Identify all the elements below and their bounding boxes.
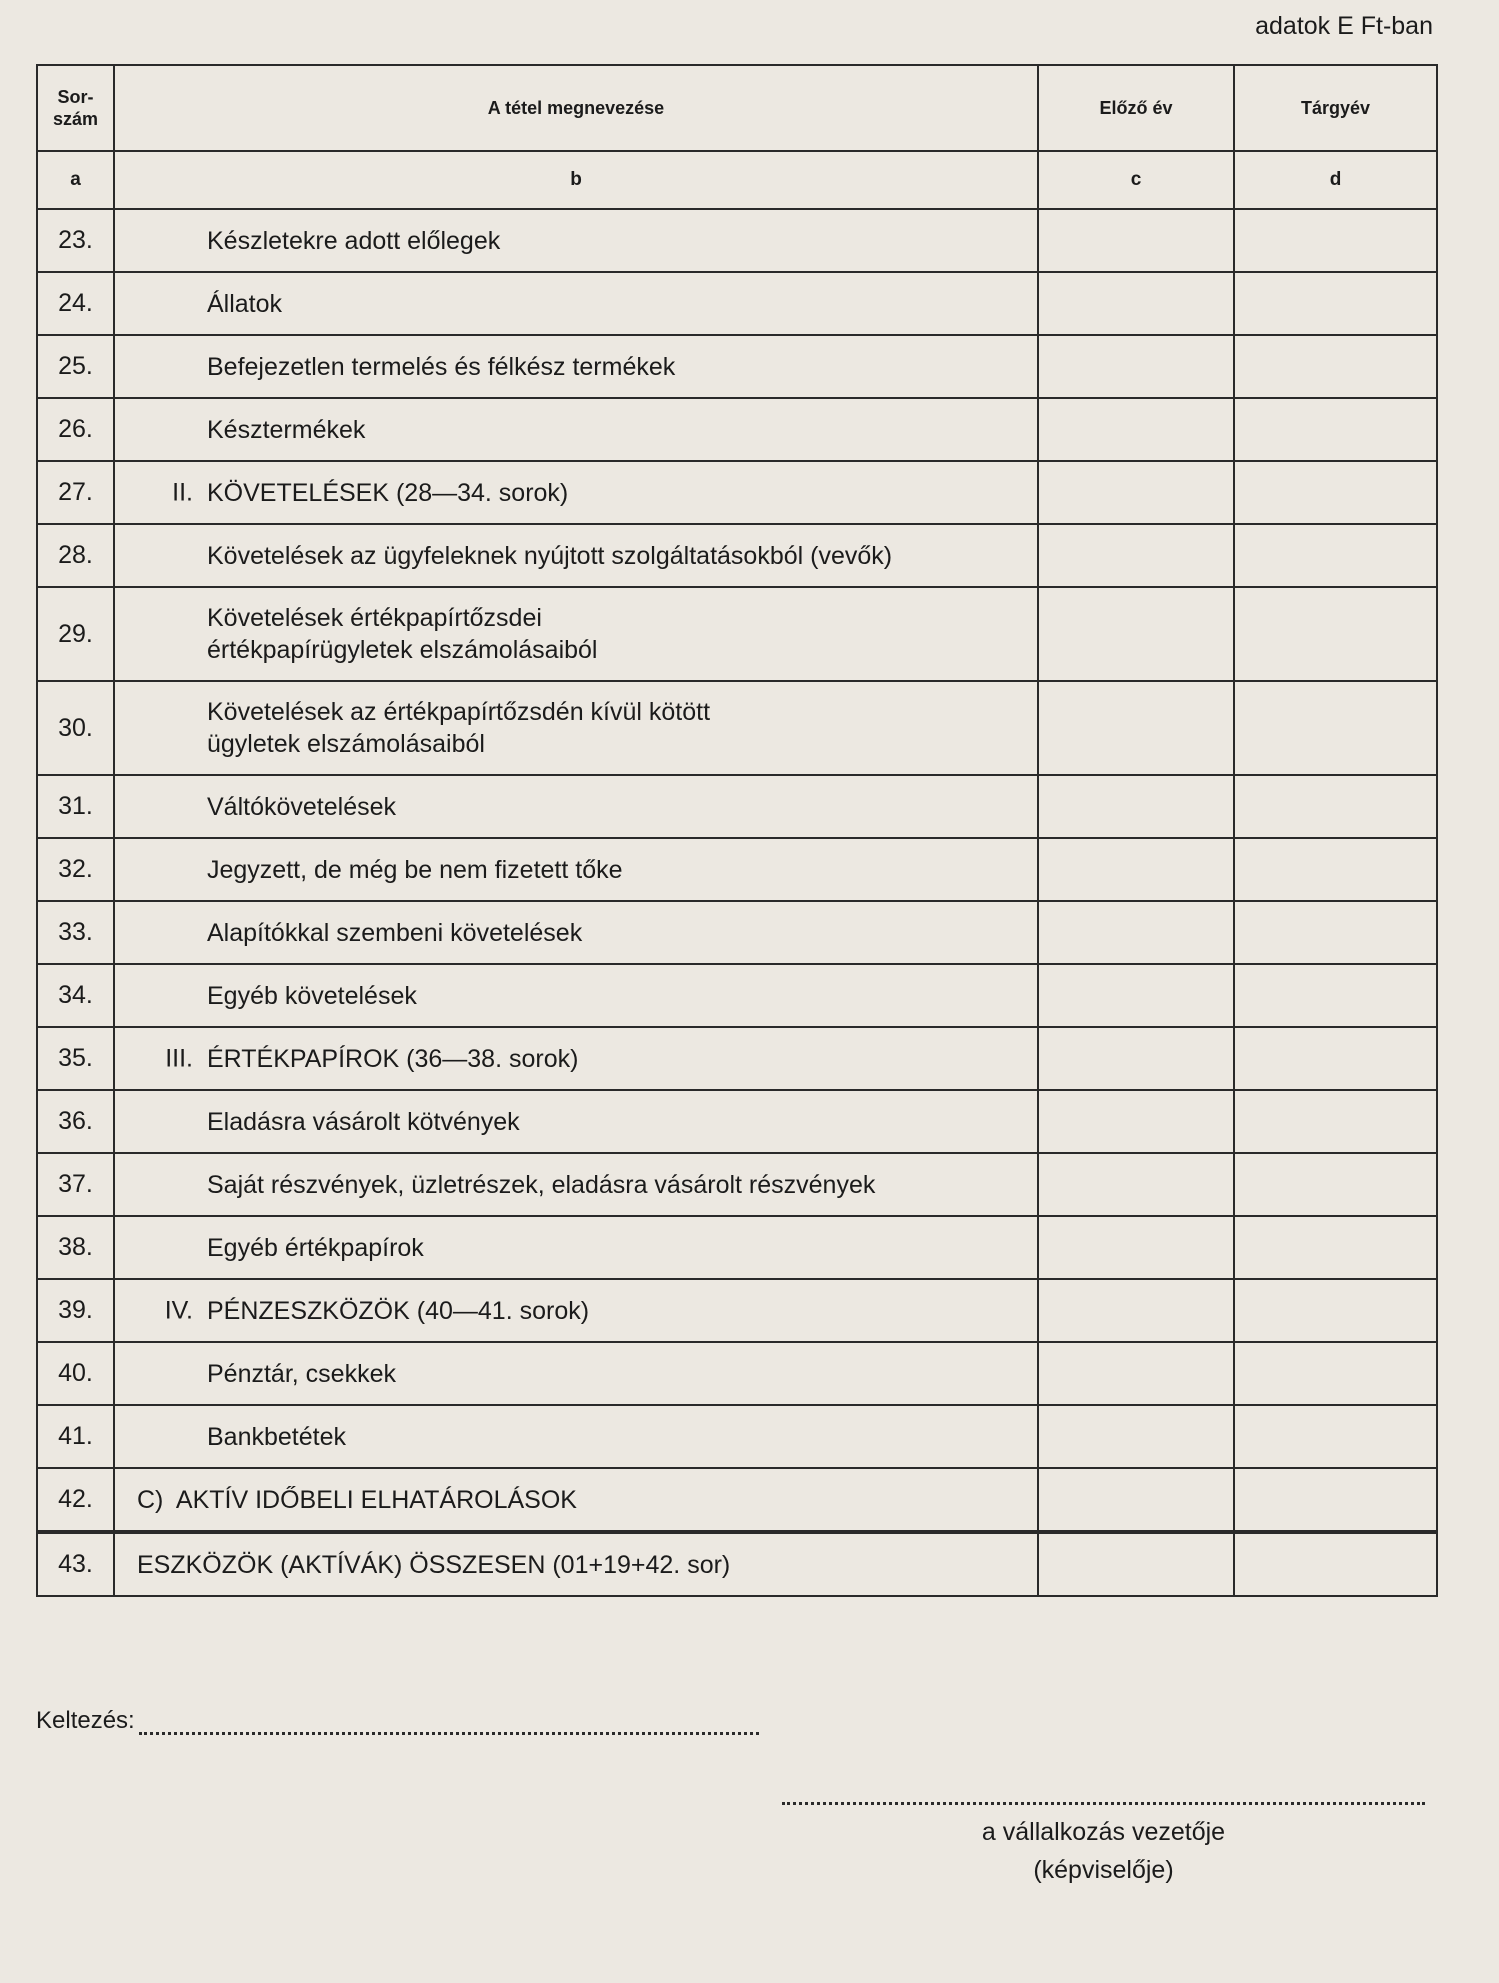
current-year-cell[interactable]: [1234, 838, 1437, 901]
table-row: [37, 1153, 1437, 1216]
row-number: 35.: [37, 1027, 114, 1090]
current-year-cell[interactable]: [1234, 398, 1437, 461]
current-year-cell[interactable]: [1234, 681, 1437, 775]
row-number: 25.: [37, 335, 114, 398]
previous-year-cell[interactable]: [1038, 901, 1234, 964]
current-year-cell[interactable]: [1234, 335, 1437, 398]
section-roman-numeral: II.: [172, 478, 193, 506]
row-name: Jegyzett, de még be nem fizetett tőke: [207, 855, 623, 884]
table-row: [37, 587, 1437, 681]
previous-year-cell[interactable]: [1038, 209, 1234, 272]
header-item-name: A tétel megnevezése: [114, 65, 1038, 151]
table-row: [37, 681, 1437, 775]
date-line: [36, 1707, 759, 1735]
current-year-cell[interactable]: [1234, 272, 1437, 335]
previous-year-cell[interactable]: [1038, 1153, 1234, 1216]
current-year-cell[interactable]: [1234, 1216, 1437, 1279]
unit-label: adatok E Ft-ban: [1255, 12, 1433, 40]
row-number: 38.: [37, 1216, 114, 1279]
previous-year-cell[interactable]: [1038, 1279, 1234, 1342]
table-row: [37, 838, 1437, 901]
signature-caption: a vállalkozás vezetője: [981, 1818, 1226, 1846]
table-row: [37, 775, 1437, 838]
table-row: [37, 272, 1437, 335]
row-name: Állatok: [207, 289, 283, 318]
previous-year-cell[interactable]: [1038, 681, 1234, 775]
row-name: Késztermékek: [207, 415, 366, 444]
row-number: 39.: [37, 1279, 114, 1342]
table-row-section: [37, 1027, 1437, 1090]
previous-year-cell[interactable]: [1038, 775, 1234, 838]
current-year-cell[interactable]: [1234, 1342, 1437, 1405]
row-number: 43.: [37, 1532, 114, 1596]
row-number: 41.: [37, 1405, 114, 1468]
row-name: Bankbetétek: [207, 1422, 346, 1451]
row-number: 37.: [37, 1153, 114, 1216]
previous-year-cell[interactable]: [1038, 587, 1234, 681]
previous-year-cell[interactable]: [1038, 1468, 1234, 1532]
section-roman-numeral: IV.: [164, 1296, 193, 1324]
row-number: 32.: [37, 838, 114, 901]
current-year-cell[interactable]: [1234, 1405, 1437, 1468]
row-name: C) AKTÍV IDŐBELI ELHATÁROLÁSOK: [137, 1485, 577, 1514]
row-name: Saját részvények, üzletrészek, eladásra vásárolt részvények: [207, 1170, 876, 1199]
table-header-row: [37, 65, 1437, 151]
row-number: 31.: [37, 775, 114, 838]
row-number: 30.: [37, 681, 114, 775]
table-row: [37, 1090, 1437, 1153]
table-row-section: [37, 461, 1437, 524]
row-name: ESZKÖZÖK (AKTÍVÁK) ÖSSZESEN (01+19+42. sor): [137, 1550, 731, 1579]
table-row: [37, 335, 1437, 398]
date-field[interactable]: [139, 1712, 759, 1735]
signature-caption-sub: (képviselője): [1033, 1856, 1174, 1884]
signature-field[interactable]: [782, 1780, 1425, 1805]
current-year-cell[interactable]: [1234, 1468, 1437, 1532]
previous-year-cell[interactable]: [1038, 1027, 1234, 1090]
row-name: PÉNZESZKÖZÖK (40—41. sorok): [207, 1296, 590, 1325]
row-name: Váltókövetelések: [207, 792, 397, 821]
table-row: [37, 1342, 1437, 1405]
row-name: ÉRTÉKPAPÍROK (36—38. sorok): [207, 1044, 579, 1073]
row-number: 34.: [37, 964, 114, 1027]
table-row: [37, 398, 1437, 461]
previous-year-cell[interactable]: [1038, 335, 1234, 398]
previous-year-cell[interactable]: [1038, 1216, 1234, 1279]
row-name: Eladásra vásárolt kötvények: [207, 1107, 520, 1136]
row-number: 29.: [37, 587, 114, 681]
row-name: Alapítókkal szembeni követelések: [207, 918, 583, 947]
section-roman-numeral: III.: [165, 1044, 193, 1072]
previous-year-cell[interactable]: [1038, 1090, 1234, 1153]
row-number: 24.: [37, 272, 114, 335]
current-year-cell[interactable]: [1234, 209, 1437, 272]
row-name: Befejezetlen termelés és félkész termékek: [207, 352, 676, 381]
table-row: [37, 1216, 1437, 1279]
current-year-cell[interactable]: [1234, 1027, 1437, 1090]
previous-year-cell[interactable]: [1038, 1532, 1234, 1596]
letter-b: b: [114, 151, 1038, 209]
previous-year-cell[interactable]: [1038, 1405, 1234, 1468]
row-number: 33.: [37, 901, 114, 964]
row-name: Egyéb követelések: [207, 981, 417, 1010]
date-label: Keltezés:: [36, 1707, 135, 1734]
column-letters-row: [37, 151, 1437, 209]
table-row-section: [37, 1279, 1437, 1342]
previous-year-cell[interactable]: [1038, 272, 1234, 335]
current-year-cell[interactable]: [1234, 1090, 1437, 1153]
table-row-total: [37, 1532, 1437, 1596]
row-number: 28.: [37, 524, 114, 587]
row-number: 40.: [37, 1342, 114, 1405]
previous-year-cell[interactable]: [1038, 964, 1234, 1027]
row-number: 42.: [37, 1468, 114, 1532]
row-name: Készletekre adott előlegek: [207, 226, 501, 255]
header-current-year: Tárgyév: [1234, 65, 1437, 151]
row-number: 27.: [37, 461, 114, 524]
row-name: Pénztár, csekkek: [207, 1359, 396, 1388]
previous-year-cell[interactable]: [1038, 838, 1234, 901]
row-name: Követelések az értékpapírtőzsdén kívül kötött ügyletek elszámolásaiból: [207, 698, 711, 758]
row-name: Egyéb értékpapírok: [207, 1233, 424, 1262]
previous-year-cell[interactable]: [1038, 398, 1234, 461]
row-name: Követelések értékpapírtőzsdei értékpapírügyletek elszámolásaiból: [207, 604, 598, 664]
current-year-cell[interactable]: [1234, 461, 1437, 524]
previous-year-cell[interactable]: [1038, 524, 1234, 587]
table-row-section: [37, 1468, 1437, 1532]
row-number: 23.: [37, 209, 114, 272]
current-year-cell[interactable]: [1234, 524, 1437, 587]
current-year-cell[interactable]: [1234, 901, 1437, 964]
letter-d: d: [1234, 151, 1437, 209]
row-name: KÖVETELÉSEK (28—34. sorok): [207, 478, 569, 507]
letter-a: a: [37, 151, 114, 209]
previous-year-cell[interactable]: [1038, 1342, 1234, 1405]
row-number: 36.: [37, 1090, 114, 1153]
current-year-cell[interactable]: [1234, 1153, 1437, 1216]
table-row: [37, 209, 1437, 272]
header-row-number: Sor- szám: [37, 65, 114, 151]
previous-year-cell[interactable]: [1038, 461, 1234, 524]
header-previous-year: Előző év: [1038, 65, 1234, 151]
row-number: 26.: [37, 398, 114, 461]
table-row: [37, 524, 1437, 587]
table-row: [37, 964, 1437, 1027]
balance-sheet-table: [36, 64, 1438, 1597]
letter-c: c: [1038, 151, 1234, 209]
current-year-cell[interactable]: [1234, 587, 1437, 681]
row-name: Követelések az ügyfeleknek nyújtott szolgáltatásokból (vevők): [207, 541, 893, 570]
current-year-cell[interactable]: [1234, 1532, 1437, 1596]
table-row: [37, 1405, 1437, 1468]
current-year-cell[interactable]: [1234, 775, 1437, 838]
current-year-cell[interactable]: [1234, 964, 1437, 1027]
current-year-cell[interactable]: [1234, 1279, 1437, 1342]
table-row: [37, 901, 1437, 964]
